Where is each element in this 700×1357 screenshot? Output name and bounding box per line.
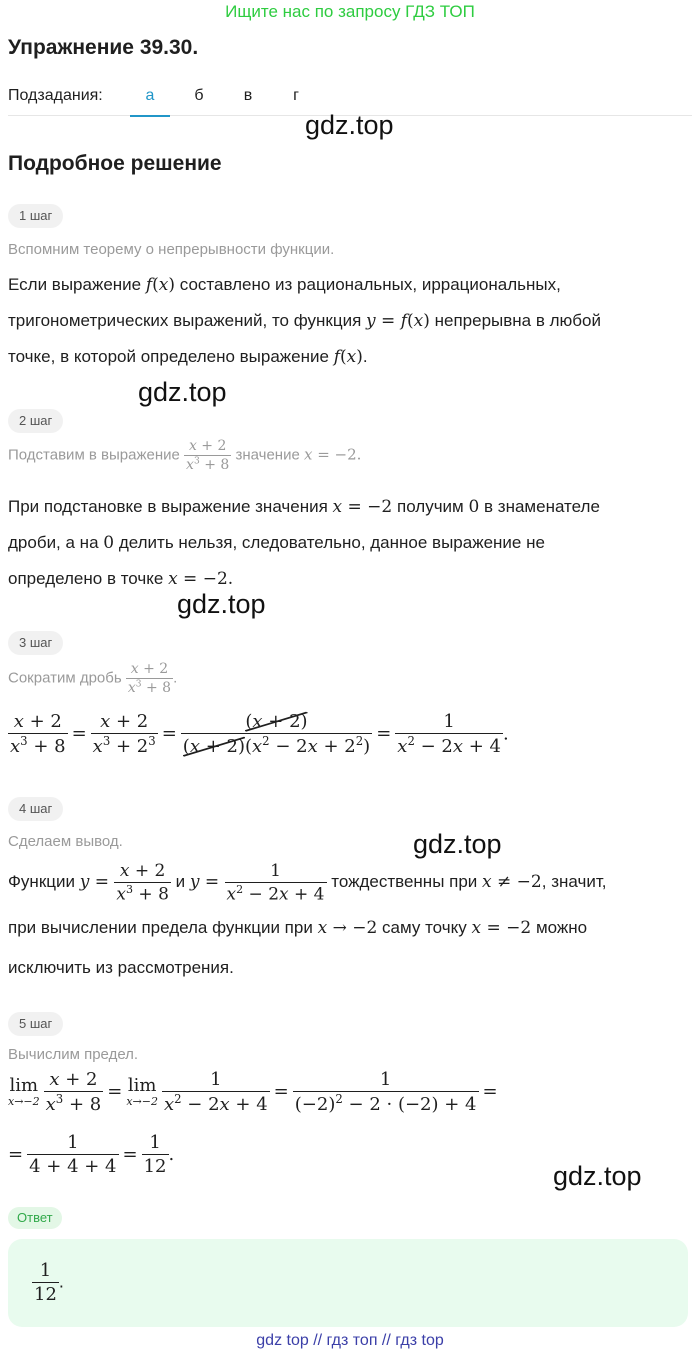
watermark: gdz.top bbox=[177, 589, 266, 619]
text-line: Если выражение f(x) составлено из рациональных, иррациональных, bbox=[8, 275, 561, 295]
step-hint: Сделаем вывод. bbox=[8, 833, 123, 850]
watermark: gdz.top bbox=[413, 829, 502, 859]
fraction: $\frac{x + 2}{x^3 + 8}$ bbox=[127, 661, 172, 697]
text-line: при вычислении предела функции при x → −2 саму точку x = −2 можно bbox=[8, 918, 588, 938]
tab-subtask-b[interactable]: б bbox=[194, 87, 204, 104]
text-line: определено в точке x = −2. bbox=[8, 569, 234, 589]
step-hint: Вспомним теорему о непрерывности функции. bbox=[8, 241, 335, 258]
cancel-mark: (x + 2) bbox=[182, 736, 245, 758]
watermark: gdz.top bbox=[138, 377, 227, 407]
subtasks-label: Подзадания: bbox=[8, 87, 103, 104]
fraction: $\frac{x + 2}{x^3 + 8}$ bbox=[186, 438, 230, 474]
answer-badge: Ответ bbox=[8, 1207, 62, 1229]
step-badge: 2 шаг bbox=[8, 409, 63, 433]
answer-box bbox=[8, 1239, 688, 1327]
math-fx: f bbox=[145, 275, 153, 295]
cancel-mark: (x + 2) bbox=[245, 711, 308, 732]
tab-subtask-v[interactable]: в bbox=[243, 87, 253, 104]
page-title: Упражнение 39.30. bbox=[8, 36, 199, 59]
watermark: gdz.top bbox=[553, 1161, 642, 1191]
tab-subtask-a[interactable]: а bbox=[130, 87, 170, 117]
top-banner: Ищите нас по запросу ГДЗ ТОП bbox=[225, 2, 475, 21]
answer-value: $\frac{1}{12}$ . bbox=[34, 1260, 64, 1306]
step-badge: 3 шаг bbox=[8, 631, 63, 655]
step-hint: Подставим в выражение $\frac{x + 2}{x^3 + 8}$ значение x = −2. bbox=[8, 438, 362, 474]
section-title: Подробное решение bbox=[8, 152, 222, 175]
step-badge: 1 шаг bbox=[8, 204, 63, 228]
step-text bbox=[8, 489, 698, 597]
step-hint: Сократим дробь $\frac{x + 2}{x^3 + 8}$ . bbox=[8, 661, 178, 697]
step-hint: Вычислим предел. bbox=[8, 1046, 139, 1063]
text-line: исключить из рассмотрения. bbox=[8, 958, 234, 977]
text-line: тригонометрических выражений, то функция y = f(x) непрерывна в любой bbox=[8, 311, 601, 331]
equation-limit-result: = $\frac{1}{4 + 4 + 4}$ = $\frac{1}{12}$ . bbox=[8, 1132, 175, 1178]
text-line: Функции y = $\frac{x + 2}{x^3 + 8}$ и y = $\frac{1}{x^2 - 2x + 4}$ тождественны при x ≠ −2, значит, bbox=[8, 860, 607, 905]
step-badge: 5 шаг bbox=[8, 1012, 63, 1036]
footer-links[interactable]: gdz top // гдз топ // гдз top bbox=[256, 1332, 444, 1349]
text-line: При подстановке в выражение значения x = −2 получим 0 в знаменателе bbox=[8, 497, 600, 517]
step-text bbox=[8, 267, 698, 375]
watermark: gdz.top bbox=[305, 110, 394, 140]
equation-limit: lim x→−2 $\frac{x + 2}{x^3 + 8}$ = lim x→−2 $\frac{1}{x^2 - 2x + 4}$ = $\frac{1}{(-2)^2 - 2 \cdot (-2) + 4}$ = bbox=[8, 1069, 498, 1116]
tab-subtask-g[interactable]: г bbox=[293, 87, 299, 104]
equation-simplify: $\frac{x + 2}{x^3 + 8}$ = $\frac{x + 2}{x^3 + 2^3}$ = (x + 2) (x + 2) $(x^2 - 2x + 2^2)$ = $\frac{1}{x^2 - 2x + 4}$ . bbox=[10, 711, 509, 758]
text-line: точке, в которой определено выражение f(x). bbox=[8, 347, 368, 367]
text-line: дроби, а на 0 делить нельзя, следовательно, данное выражение не bbox=[8, 533, 545, 553]
step-text bbox=[8, 856, 698, 988]
step-badge: 4 шаг bbox=[8, 797, 63, 821]
